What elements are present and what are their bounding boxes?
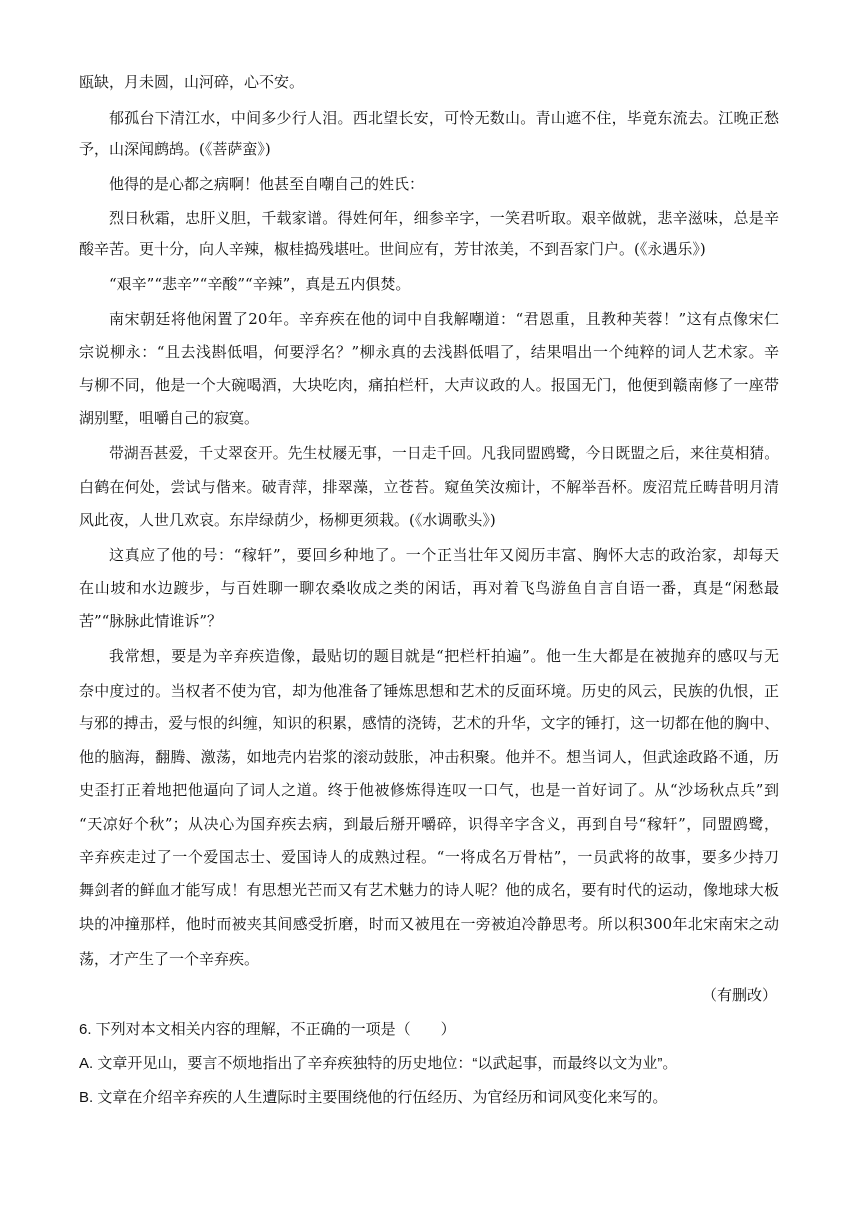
poem-line: 白鹤在何处，尝试与偕来。破青萍，排翠藻，立苍苔。窥鱼笑汝痴计，不解举吾杯。废沼荒丘畴昔明月清 [79,478,779,496]
poem-line: 酸辛苦。更十分，向人辛辣，椒桂捣残堪吐。世间应有，芳甘浓美，不到吾家门户。(《永遇乐》) [79,240,706,258]
paragraph-line: 南宋朝廷将他闲置了20年。辛弃疾在他的词中自我解嘲道：“君恩重，且教种芙蓉！”这有点像宋仁 [109,310,779,328]
paragraph-line: 与柳不同，他是一个大碗喝酒，大块吃肉，痛拍栏杆，大声议政的人。报国无门，他便到赣南修了一座带 [79,376,779,394]
paragraph-line: 与邪的搏击，爱与恨的纠缠，知识的积累，感情的浇铸，艺术的升华，文字的锤打，这一切都在他的胸中、 [79,715,779,732]
source-note: （有删改） [701,986,777,1004]
option-a: A. 文章开见山，要言不烦地指出了辛弃疾独特的历史地位：“以武起事，而最终以文为业”。 [79,1055,678,1072]
paragraph-line: 这真应了他的号：“稼轩”，要回乡种地了。一个正当壮年又阅历丰富、胸怀大志的政治家，却每天 [109,546,779,564]
paragraph-line: 湖别墅，咀嚼自己的寂寞。 [79,409,260,427]
paragraph-line: 他得的是心都之病啊！他甚至自嘲自己的姓氏： [109,175,425,193]
poem-line: 烈日秋霜，忠肝义胆，千载家谱。得姓何年，细参辛字，一笑君听取。艰辛做就，悲辛滋味，总是辛 [109,209,779,227]
poem-line: 带湖吾甚爱，千丈翠奁开。先生杖屦无事，一日走千回。凡我同盟鸥鹭，今日既盟之后，来往莫相猜。 [109,445,779,462]
paragraph-line: 荡，才产生了一个辛弃疾。 [79,950,260,968]
question-stem: 6. 下列对本文相关内容的理解，不正确的一项是（ ） [79,1021,456,1038]
paragraph-line: “天凉好个秋”；从决心为国弃疾去病，到最后掰开嚼碎，识得辛字含义，再到自号“稼轩”，同盟鸥鹭， [79,815,779,833]
paragraph-line: 奈中度过的。当权者不使为官，却为他准备了锤炼思想和艺术的反面环境。历史的风云，民族的仇恨，正 [79,682,779,700]
paragraph-line: “艰辛”“悲辛”“辛酸”“辛辣”，真是五内俱焚。 [109,275,411,293]
text-line: 瓯缺，月未圆，山河碎，心不安。 [79,73,305,91]
poem-line: 郁孤台下清江水，中间多少行人泪。西北望长安，可怜无数山。青山遮不住，毕竟东流去。江晚正愁 [109,109,779,127]
paragraph-line: 舞剑者的鲜血才能写成！有思想光芒而又有艺术魅力的诗人呢？他的成名，要有时代的运动，像地球大板 [79,881,779,899]
paragraph-line: 宗说柳永：“且去浅斟低唱，何要浮名？”柳永真的去浅斟低唱了，结果唱出一个纯粹的词人艺术家。辛 [79,343,779,361]
poem-line: 风此夜，人世几欢哀。东岸绿荫少，杨柳更须栽。(《水调歌头》) [79,511,496,529]
paragraph-line: 史歪打正着地把他逼向了词人之道。终于他被修炼得连叹一口气，也是一首好词了。从“沙场秋点兵”到 [79,781,779,799]
paragraph-line: 辛弃疾走过了一个爱国志士、爱国诗人的成熟过程。“一将成名万骨枯”，一员武将的故事，要多少持刀 [79,848,779,866]
option-b: B. 文章在介绍辛弃疾的人生遭际时主要围绕他的行伍经历、为官经历和词风变化来写的。 [79,1089,668,1106]
paragraph-line: 块的冲撞那样，他时而被夹其间感受折磨，时而又被甩在一旁被迫冷静思考。所以积300年北宋南宋之动 [79,915,779,933]
paragraph-line: 苦”“脉脉此情谁诉”？ [79,612,223,630]
poem-line: 予，山深闻鹧鸪。(《菩萨蛮》) [79,140,271,158]
paragraph-line: 在山坡和水边踱步，与百姓聊一聊农桑收成之类的闲话，再对着飞鸟游鱼自言自语一番，真是“闲愁最 [79,579,779,597]
paragraph-line: 我常想，要是为辛弃疾造像，最贴切的题目就是“把栏杆拍遍”。他一生大都是在被抛弃的感叹与无 [109,647,779,665]
paragraph-line: 他的脑海，翻腾、激荡，如地壳内岩浆的滚动鼓胀，冲击积聚。他并不。想当词人，但武途政路不通，历 [79,748,779,766]
